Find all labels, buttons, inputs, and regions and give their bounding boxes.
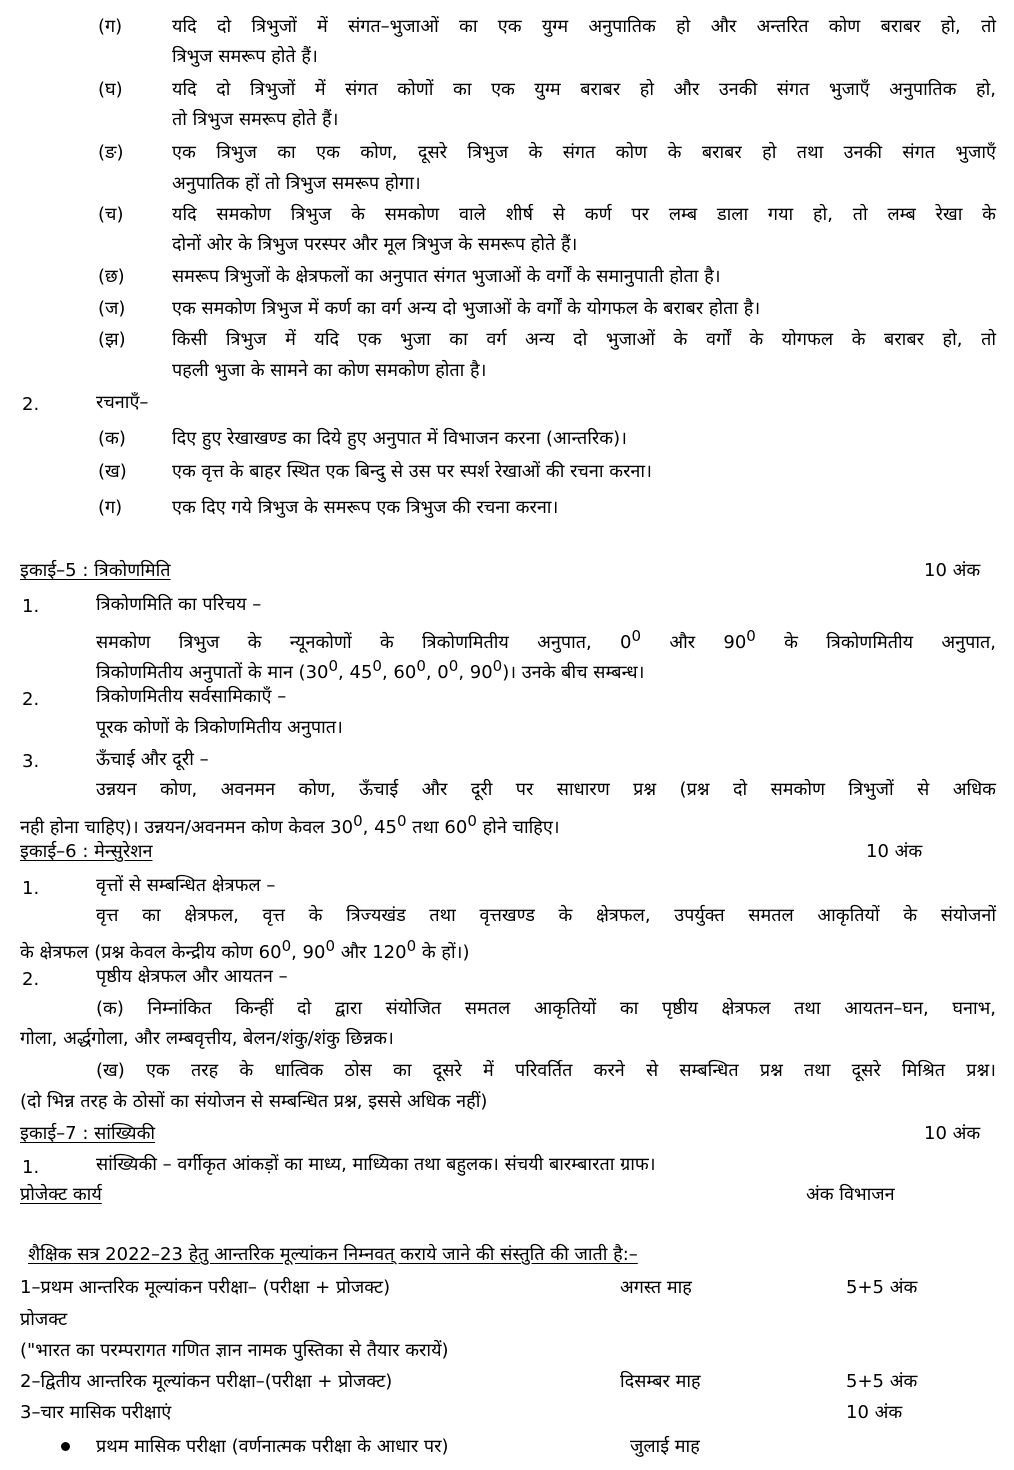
construction-text: एक वृत्त के बाहर स्थित एक बिन्दु से उस पर स्पर्श रेखाओं की रचना करना।	[172, 461, 652, 482]
paragraph-line: (दो भिन्न तरह के ठोसों का संयोजन से सम्बन्धित प्रश्न, इससे अधिक नहीं)	[20, 1091, 488, 1112]
assessment-row-month: अगस्त माह	[620, 1277, 692, 1298]
unit-heading: इकाई–6 : मेन्सुरेशन	[20, 841, 153, 862]
section-number: 1.	[22, 596, 40, 617]
theorem-text: तो त्रिभुज समरूप होते हैं।	[172, 109, 339, 130]
theorem-label: (घ)	[98, 79, 123, 100]
bullet-month: जुलाई माह	[630, 1436, 700, 1457]
paragraph-line: नही होना चाहिए)। उन्नयन/अवनमन कोण केवल $30^0$, $45^0$ तथा $60^0$ होने चाहिए।	[20, 812, 560, 838]
assessment-row-month: दिसम्बर माह	[620, 1371, 701, 1392]
paragraph-line: गोला, अर्द्धगोला, और लम्बवृत्तीय, बेलन/शंकु/शंकु छिन्नक।	[20, 1028, 394, 1049]
theorem-text: समरूप त्रिभुजों के क्षेत्रफलों का अनुपात संगत भुजाओं के वर्गों के समानुपाती होता है।	[172, 266, 721, 287]
bullet-text: प्रथम मासिक परीक्षा (वर्णनात्मक परीक्षा के आधार पर)	[96, 1436, 449, 1457]
paragraph-line: के क्षेत्रफल (प्रश्न केवल केन्द्रीय कोण $60^0$, $90^0$ और $120^0$ के हों।)	[20, 937, 470, 963]
section-title: रचनाएँ–	[96, 392, 149, 413]
theorem-label: (झ)	[98, 329, 126, 350]
theorem-text: पहली भुजा के सामने का कोण समकोण होता है।	[172, 360, 487, 381]
theorem-label: (ङ)	[98, 142, 124, 163]
theorem-text: किसी त्रिभुज में यदि एक भुजा का वर्ग अन्य दो भुजाओं के वर्गों के योगफल के बराबर हो, तो	[172, 329, 996, 350]
section-number: 2.	[22, 689, 40, 710]
unit-marks: 10 अंक	[924, 1123, 981, 1144]
section-number: 2.	[22, 394, 40, 415]
bullet-icon	[61, 1442, 70, 1451]
construction-text: एक दिए गये त्रिभुज के समरूप एक त्रिभुज की रचना करना।	[172, 497, 559, 518]
theorem-label: (ज)	[98, 298, 126, 319]
unit-heading: इकाई–7 : सांख्यिकी	[20, 1123, 156, 1144]
subsection-title: वृत्तों से सम्बन्धित क्षेत्रफल –	[96, 875, 276, 896]
paragraph-line: समकोण त्रिभुज के न्यूनकोणों के त्रिकोणमितीय अनुपात, $0^0$ और $90^0$ के त्रिकोणमितीय अनुपात,	[96, 627, 997, 653]
assessment-row-marks: 10 अंक	[846, 1402, 903, 1423]
paragraph-line: सांख्यिकी – वर्गीकृत आंकड़ों का माध्य, माध्यिका तथा बहुलक। संचयी बारम्बारता ग्राफ।	[96, 1154, 656, 1175]
unit-marks: 10 अंक	[924, 560, 981, 581]
section-number: 1.	[22, 1157, 40, 1178]
section-number: 2.	[22, 969, 40, 990]
construction-label: (क)	[98, 428, 126, 449]
assessment-row-label: 3–चार मासिक परीक्षाएं	[20, 1402, 172, 1423]
construction-label: (ग)	[98, 497, 123, 518]
project-label: प्रोजक्ट	[20, 1309, 68, 1330]
paragraph-line: (ख) एक तरह के धात्विक ठोस का दूसरे में परिवर्तित करने से सम्बन्धित प्रश्न तथा दूसरे मिश्रित प्रश्न।	[96, 1060, 996, 1081]
paragraph-line: (क) निम्नांकित किन्हीं दो द्वारा संयोजित समतल आकृतियों का पृष्ठीय क्षेत्रफल तथा आयतन–घन, घनाभ,	[96, 998, 996, 1019]
subsection-title: पृष्ठीय क्षेत्रफल और आयतन –	[96, 966, 288, 987]
unit-heading: इकाई–5 : त्रिकोणमिति	[20, 560, 171, 581]
theorem-label: (छ)	[98, 266, 125, 287]
assessment-row-marks: 5+5 अंक	[846, 1277, 918, 1298]
section-number: 1.	[22, 878, 40, 899]
section-number: 3.	[22, 751, 40, 772]
subsection-title: ऊँचाई और दूरी –	[96, 749, 209, 770]
paragraph-line: उन्नयन कोण, अवनमन कोण, ऊँचाई और दूरी पर साधारण प्रश्न (प्रश्न दो समकोण त्रिभुजों से अधिक	[96, 779, 996, 800]
paragraph-line: पूरक कोणों के त्रिकोणमितीय अनुपात।	[96, 717, 343, 738]
subsection-title: त्रिकोणमितीय सर्वसामिकाएँ –	[96, 686, 287, 707]
theorem-label: (ग)	[98, 16, 123, 37]
construction-label: (ख)	[98, 461, 127, 482]
project-title: प्रोजेक्ट कार्य	[20, 1184, 102, 1205]
paragraph-line: त्रिकोणमितीय अनुपातों के मान ($30^0$, $45^0$, $60^0$, $0^0$, $90^0)।$ उनके बीच सम्बन्ध।	[96, 657, 645, 683]
project-note: ("भारत का परम्परागत गणित ज्ञान नामक पुस्तिका से तैयार करायें)	[20, 1340, 449, 1361]
assessment-heading: शैक्षिक सत्र 2022–23 हेतु आन्तरिक मूल्यांकन निम्नवत् कराये जाने की संस्तुति की जाती है:–	[28, 1244, 638, 1265]
unit-marks: 10 अंक	[866, 841, 923, 862]
theorem-text: यदि दो त्रिभुजों में संगत कोणों का एक युग्म बराबर हो और उनकी संगत भुजाएँ अनुपातिक हो,	[172, 79, 996, 100]
assessment-row-marks: 5+5 अंक	[846, 1371, 918, 1392]
theorem-text: एक त्रिभुज का एक कोण, दूसरे त्रिभुज के संगत कोण के बराबर हो तथा उनकी संगत भुजाएँ	[172, 142, 996, 163]
marks-header: अंक विभाजन	[806, 1184, 895, 1205]
assessment-row-label: 1–प्रथम आन्तरिक मूल्यांकन परीक्षा– (परीक्षा + प्रोजक्ट)	[20, 1277, 391, 1298]
theorem-text: एक समकोण त्रिभुज में कर्ण का वर्ग अन्य दो भुजाओं के वर्गों के योगफल के बराबर होता है।	[172, 298, 761, 319]
theorem-text: त्रिभुज समरूप होते हैं।	[172, 46, 318, 67]
theorem-text: दोनों ओर के त्रिभुज परस्पर और मूल त्रिभुज के समरूप होते हैं।	[172, 234, 578, 255]
theorem-text: यदि दो त्रिभुजों में संगत–भुजाओं का एक युग्म अनुपातिक हो और अन्तरित कोण बराबर हो, तो	[172, 16, 996, 37]
assessment-row-label: 2–द्वितीय आन्तरिक मूल्यांकन परीक्षा–(परीक्षा + प्रोजक्ट)	[20, 1371, 393, 1392]
theorem-text: यदि समकोण त्रिभुज के समकोण वाले शीर्ष से कर्ण पर लम्ब डाला गया हो, तो लम्ब रेखा के	[172, 204, 996, 225]
subsection-title: त्रिकोणमिति का परिचय –	[96, 594, 262, 615]
theorem-text: अनुपातिक हों तो त्रिभुज समरूप होगा।	[172, 173, 421, 194]
paragraph-line: वृत्त का क्षेत्रफल, वृत्त के त्रिज्यखंड तथा वृत्तखण्ड के क्षेत्रफल, उपर्युक्त समतल आकृतियों के संयोजनों	[96, 905, 996, 926]
theorem-label: (च)	[98, 204, 124, 225]
construction-text: दिए हुए रेखाखण्ड का दिये हुए अनुपात में विभाजन करना (आन्तरिक)।	[172, 428, 627, 449]
